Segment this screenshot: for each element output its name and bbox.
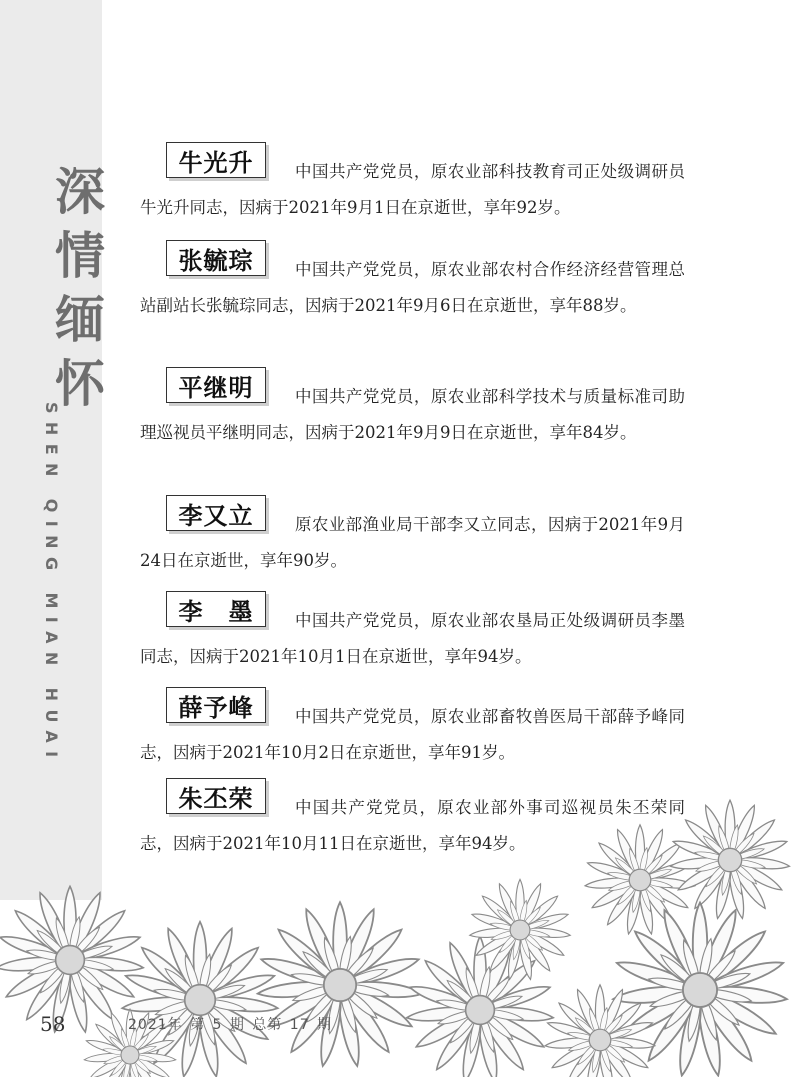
- obituary-text: 中国共产党党员，原农业部科学技术与质量标准司助理巡视员平继明同志，因病于2021年9月9日在京逝世，享年84岁。: [140, 387, 685, 442]
- page-number: 58: [40, 1012, 66, 1036]
- obituary-entry: [140, 500, 685, 579]
- section-title-char: 情: [55, 226, 105, 285]
- obituary-entry: [140, 596, 685, 675]
- obituary-text: 中国共产党党员，原农业部科技教育司正处级调研员牛光升同志，因病于2021年9月1日在京逝世，享年92岁。: [140, 162, 685, 217]
- name-box: 李又立: [166, 495, 266, 531]
- obituary-text: 中国共产党党员，原农业部外事司巡视员朱丕荣同志，因病于2021年10月11日在京逝世，享年94岁。: [140, 798, 685, 853]
- name-box: 薛予峰: [166, 687, 266, 723]
- section-title-char: 缅: [55, 290, 105, 349]
- name-box: 李 墨: [166, 591, 266, 627]
- obituary-entry: [140, 783, 685, 862]
- section-title-char: 怀: [55, 354, 105, 413]
- obituary-text: 中国共产党党员，原农业部农村合作经济经营管理总站副站长张毓琮同志，因病于2021年9月6日在京逝世，享年88岁。: [140, 260, 685, 315]
- name-box: 平继明: [166, 367, 266, 403]
- name-box: 张毓琮: [166, 240, 266, 276]
- obituary-entry: [140, 372, 685, 451]
- section-title: [50, 160, 110, 416]
- name-box: 朱丕荣: [166, 778, 266, 814]
- section-title-char: 深: [55, 162, 105, 221]
- issue-info: 2021年 第 5 期 总第 17 期: [128, 1017, 333, 1033]
- section-pinyin: SHEN QING MIAN HUAI: [42, 402, 61, 766]
- obituary-text: 中国共产党党员，原农业部畜牧兽医局干部薛予峰同志，因病于2021年10月2日在京逝世，享年91岁。: [140, 707, 685, 762]
- obituary-entry: [140, 692, 685, 771]
- page-footer: [0, 1008, 794, 1048]
- obituary-text: 中国共产党党员，原农业部农垦局正处级调研员李墨同志，因病于2021年10月1日在京逝世，享年94岁。: [140, 611, 685, 666]
- name-box: 牛光升: [166, 142, 266, 178]
- obituary-entry: [140, 147, 685, 226]
- obituary-entry: [140, 245, 685, 324]
- obituary-text: 原农业部渔业局干部李又立同志，因病于2021年9月24日在京逝世，享年90岁。: [140, 515, 685, 570]
